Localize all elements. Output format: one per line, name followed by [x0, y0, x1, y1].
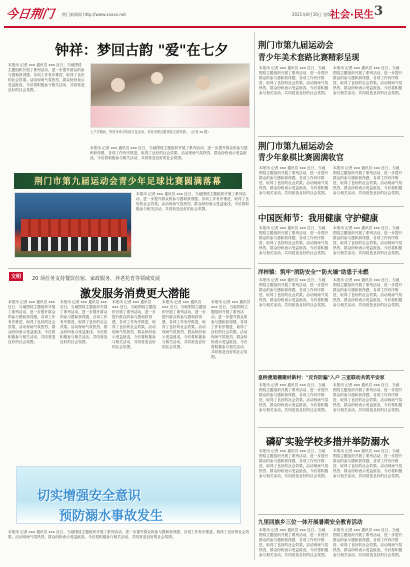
issue-date: 2021年8月16日 星期一 — [292, 12, 336, 17]
section-badge: 文明 — [10, 274, 21, 280]
newspaper-logo: 今日荆门 — [4, 7, 55, 21]
story7-col1: 本报讯 记者 xxx 通讯员 xxx 近日，当地围绕主题组织开展了系列活动，进一步提升群众的参与感和获得感，各项工作有序推进，取得了良好的社会效果。活动现场气氛热烈，群众纷纷表示受益匪浅，今后将积极参与相关活动，共同营造良好的社会氛围。 — [259, 383, 329, 412]
rule-3 — [258, 263, 404, 264]
story8-headline: 磷矿实验学校多措并举防溺水 — [266, 437, 390, 448]
football-body: 本报讯 记者 xxx 通讯员 xxx 近日，当地围绕主题组织开展了系列活动，进一步提升群众的参与感和获得感，各项工作有序推进，取得了良好的社会效果。活动现场气氛热烈，群众纷纷表示受益匪浅，今后将积极参与相关活动，共同营造良好的社会氛围。 — [136, 192, 249, 211]
story5-col1: 本报讯 记者 xxx 通讯员 xxx 近日，当地围绕主题组织开展了系列活动，进一步提升群众的参与感和获得感，各项工作有序推进，取得了良好的社会效果。活动现场气氛热烈，群众纷纷表示受益匪浅，今后将积极参与相关活动，共同营造良好的社会氛围。 — [8, 300, 56, 344]
section-title: 社会·民生 — [330, 10, 374, 21]
story3-headline: 荆门市第九届运动会 — [258, 141, 334, 151]
story8-col1: 本报讯 记者 xxx 通讯员 xxx 近日，当地围绕主题组织开展了系列活动，进一步提升群众的参与感和获得感，各项工作有序推进，取得了良好的社会效果。活动现场气氛热烈，群众纷纷表示受益匪浅，今后将积极参与相关活动，共同营造良好的社会氛围。 — [259, 449, 329, 478]
story6-headline: 洋梓镇：筑牢"消防安全""防火墙"助患于未燃 — [258, 270, 369, 276]
story1-caption: 七夕节期间，钟祥市举办传统文化活动，市民身着汉服体验古韵风情。（记者 xx 摄） — [90, 130, 211, 134]
poster-line-2: 预防溺水事故发生 — [59, 509, 164, 524]
story3-col2: 本报讯 记者 xxx 通讯员 xxx 近日，当地围绕主题组织开展了系列活动，进一步提升群众的参与感和获得感，各项工作有序推进，取得了良好的社会效果。活动现场气氛热烈，群众纷纷表示受益匪浅，今后将积极参与相关活动，共同营造良好的社会氛围。 — [333, 166, 403, 195]
story5-tag: 20 项任务支持餐饮住宿、家政服务、养老托育等领域发展 — [32, 276, 160, 282]
section-rule — [8, 268, 251, 269]
story5-col3: 本报讯 记者 xxx 通讯员 xxx 近日，当地围绕主题组织开展了系列活动，进一步提升群众的参与感和获得感，各项工作有序推进，取得了良好的社会效果。活动现场气氛热烈，群众纷纷表示受益匪浅，今后将积极参与相关活动，共同营造良好的社会氛围。 — [112, 300, 157, 349]
story7-headline: 皇桥渡道棚建材新村："反诈防骗"入户 三室联动共筑平安家 — [258, 375, 385, 381]
story4-headline: 中国医师节：我用健康 守护健康 — [258, 213, 379, 223]
football-team-photo — [14, 192, 132, 258]
story1-headline: 钟祥：梦回古韵 "爱"在七夕 — [55, 43, 229, 59]
story9-headline: 九里回族乡三位一体开展暑期安全教育活动 — [258, 520, 363, 526]
safety-poster — [16, 466, 241, 524]
rule-2 — [258, 206, 404, 207]
story5-headline: 激发服务消费更大潜能 — [80, 287, 190, 300]
masthead-rule — [4, 26, 406, 28]
story1-body-2: 本报讯 记者 xxx 通讯员 xxx 近日，当地围绕主题组织开展了系列活动，进一步提升群众的参与感和获得感，各项工作有序推进，取得了良好的社会效果。活动现场气氛热烈，群众纷纷表示受益匪浅，今后将积极参与相关活动，共同营造良好的社会氛围。 — [90, 146, 248, 160]
story6-col2: 本报讯 记者 xxx 通讯员 xxx 近日，当地围绕主题组织开展了系列活动，进一步提升群众的参与感和获得感，各项工作有序推进，取得了良好的社会效果。活动现场气氛热烈，群众纷纷表示受益匪浅，今后将积极参与相关活动，共同营造良好的社会氛围。 — [333, 278, 403, 307]
poster-line-1: 切实增强安全意识 — [37, 489, 142, 504]
story1-photo — [90, 63, 250, 128]
column-divider — [254, 32, 255, 560]
story2-subhead: 青少年美术套路比赛精彩呈现 — [258, 53, 360, 62]
rule-6 — [258, 514, 404, 515]
page-number: 3 — [374, 4, 384, 19]
story5-col5: 本报讯 记者 xxx 通讯员 xxx 近日，当地围绕主题组织开展了系列活动，进一步提升群众的参与感和获得感，各项工作有序推进，取得了良好的社会效果。活动现场气氛热烈，群众纷纷表示受益匪浅，今后将积极参与相关活动，共同营造良好的社会氛围。 — [211, 300, 251, 359]
story2-col2: 本报讯 记者 xxx 通讯员 xxx 近日，当地围绕主题组织开展了系列活动，进一步提升群众的参与感和获得感，各项工作有序推进，取得了良好的社会效果。活动现场气氛热烈，群众纷纷表示受益匪浅，今后将积极参与相关活动，共同营造良好的社会氛围。 — [333, 66, 403, 95]
story2-col1: 本报讯 记者 xxx 通讯员 xxx 近日，当地围绕主题组织开展了系列活动，进一步提升群众的参与感和获得感，各项工作有序推进，取得了良好的社会效果。活动现场气氛热烈，群众纷纷表示受益匪浅，今后将积极参与相关活动，共同营造良好的社会氛围。 — [259, 66, 329, 95]
story6-col1: 本报讯 记者 xxx 通讯员 xxx 近日，当地围绕主题组织开展了系列活动，进一步提升群众的参与感和获得感，各项工作有序推进，取得了良好的社会效果。活动现场气氛热烈，群众纷纷表示受益匪浅，今后将积极参与相关活动，共同营造良好的社会氛围。 — [259, 278, 329, 307]
story9-col2: 本报讯 记者 xxx 通讯员 xxx 近日，当地围绕主题组织开展了系列活动，进一步提升群众的参与感和获得感，各项工作有序推进，取得了良好的社会效果。活动现场气氛热烈，群众纷纷表示受益匪浅，今后将积极参与相关活动，共同营造良好的社会氛围。 — [333, 528, 403, 557]
story9-col1: 本报讯 记者 xxx 通讯员 xxx 近日，当地围绕主题组织开展了系列活动，进一步提升群众的参与感和获得感，各项工作有序推进，取得了良好的社会效果。活动现场气氛热烈，群众纷纷表示受益匪浅，今后将积极参与相关活动，共同营造良好的社会氛围。 — [259, 528, 329, 557]
story2-headline: 荆门市第九届运动会 — [258, 40, 334, 50]
story5-col2: 本报讯 记者 xxx 通讯员 xxx 近日，当地围绕主题组织开展了系列活动，进一步提升群众的参与感和获得感，各项工作有序推进，取得了良好的社会效果。活动现场气氛热烈，群众纷纷表示受益匪浅，今后将积极参与相关活动，共同营造良好的社会氛围。 — [60, 300, 108, 344]
poster-body: 本报讯 记者 xxx 通讯员 xxx 近日，当地围绕主题组织开展了系列活动，进一步提升群众的参与感和获得感，各项工作有序推进，取得了良好的社会效果。活动现场气氛热烈，群众纷纷表示受益匪浅，今后将积极参与相关活动，共同营造良好的社会氛围。 — [8, 530, 250, 539]
rule-1 — [258, 136, 404, 137]
story5-col4: 本报讯 记者 xxx 通讯员 xxx 近日，当地围绕主题组织开展了系列活动，进一步提升群众的参与感和获得感，各项工作有序推进，取得了良好的社会效果。活动现场气氛热烈，群众纷纷表示受益匪浅，今后将积极参与相关活动，共同营造良好的社会氛围。 — [162, 300, 207, 349]
football-banner: 荆门市第九届运动会青少年足球比赛圆满落幕 — [14, 173, 242, 189]
story7-col2: 本报讯 记者 xxx 通讯员 xxx 近日，当地围绕主题组织开展了系列活动，进一步提升群众的参与感和获得感，各项工作有序推进，取得了良好的社会效果。活动现场气氛热烈，群众纷纷表示受益匪浅，今后将积极参与相关活动，共同营造良好的社会氛围。 — [333, 383, 403, 412]
story3-subhead: 青少年象棋比赛圆满收官 — [258, 153, 344, 162]
story1-body: 本报讯 记者 xxx 通讯员 xxx 近日，当地围绕主题组织开展了系列活动，进一步提升群众的参与感和获得感，各项工作有序推进，取得了良好的社会效果。活动现场气氛热烈，群众纷纷表示受益匪浅，今后将积极参与相关活动，共同营造良好的社会氛围。 — [8, 63, 85, 92]
story4-col2: 本报讯 记者 xxx 通讯员 xxx 近日，当地围绕主题组织开展了系列活动，进一步提升群众的参与感和获得感，各项工作有序推进，取得了良好的社会效果。活动现场气氛热烈，群众纷纷表示受益匪浅，今后将积极参与相关活动，共同营造良好的社会氛围。 — [333, 226, 403, 255]
rule-4 — [258, 370, 404, 371]
story3-col1: 本报讯 记者 xxx 通讯员 xxx 近日，当地围绕主题组织开展了系列活动，进一步提升群众的参与感和获得感，各项工作有序推进，取得了良好的社会效果。活动现场气氛热烈，群众纷纷表示受益匪浅，今后将积极参与相关活动，共同营造良好的社会氛围。 — [259, 166, 329, 195]
rule-5 — [258, 427, 404, 428]
site-url: 荆门新闻网 http://www.xxxxx.net — [62, 12, 126, 17]
story4-col1: 本报讯 记者 xxx 通讯员 xxx 近日，当地围绕主题组织开展了系列活动，进一步提升群众的参与感和获得感，各项工作有序推进，取得了良好的社会效果。活动现场气氛热烈，群众纷纷表示受益匪浅，今后将积极参与相关活动，共同营造良好的社会氛围。 — [259, 226, 329, 255]
story8-col2: 本报讯 记者 xxx 通讯员 xxx 近日，当地围绕主题组织开展了系列活动，进一步提升群众的参与感和获得感，各项工作有序推进，取得了良好的社会效果。活动现场气氛热烈，群众纷纷表示受益匪浅，今后将积极参与相关活动，共同营造良好的社会氛围。 — [333, 449, 403, 478]
